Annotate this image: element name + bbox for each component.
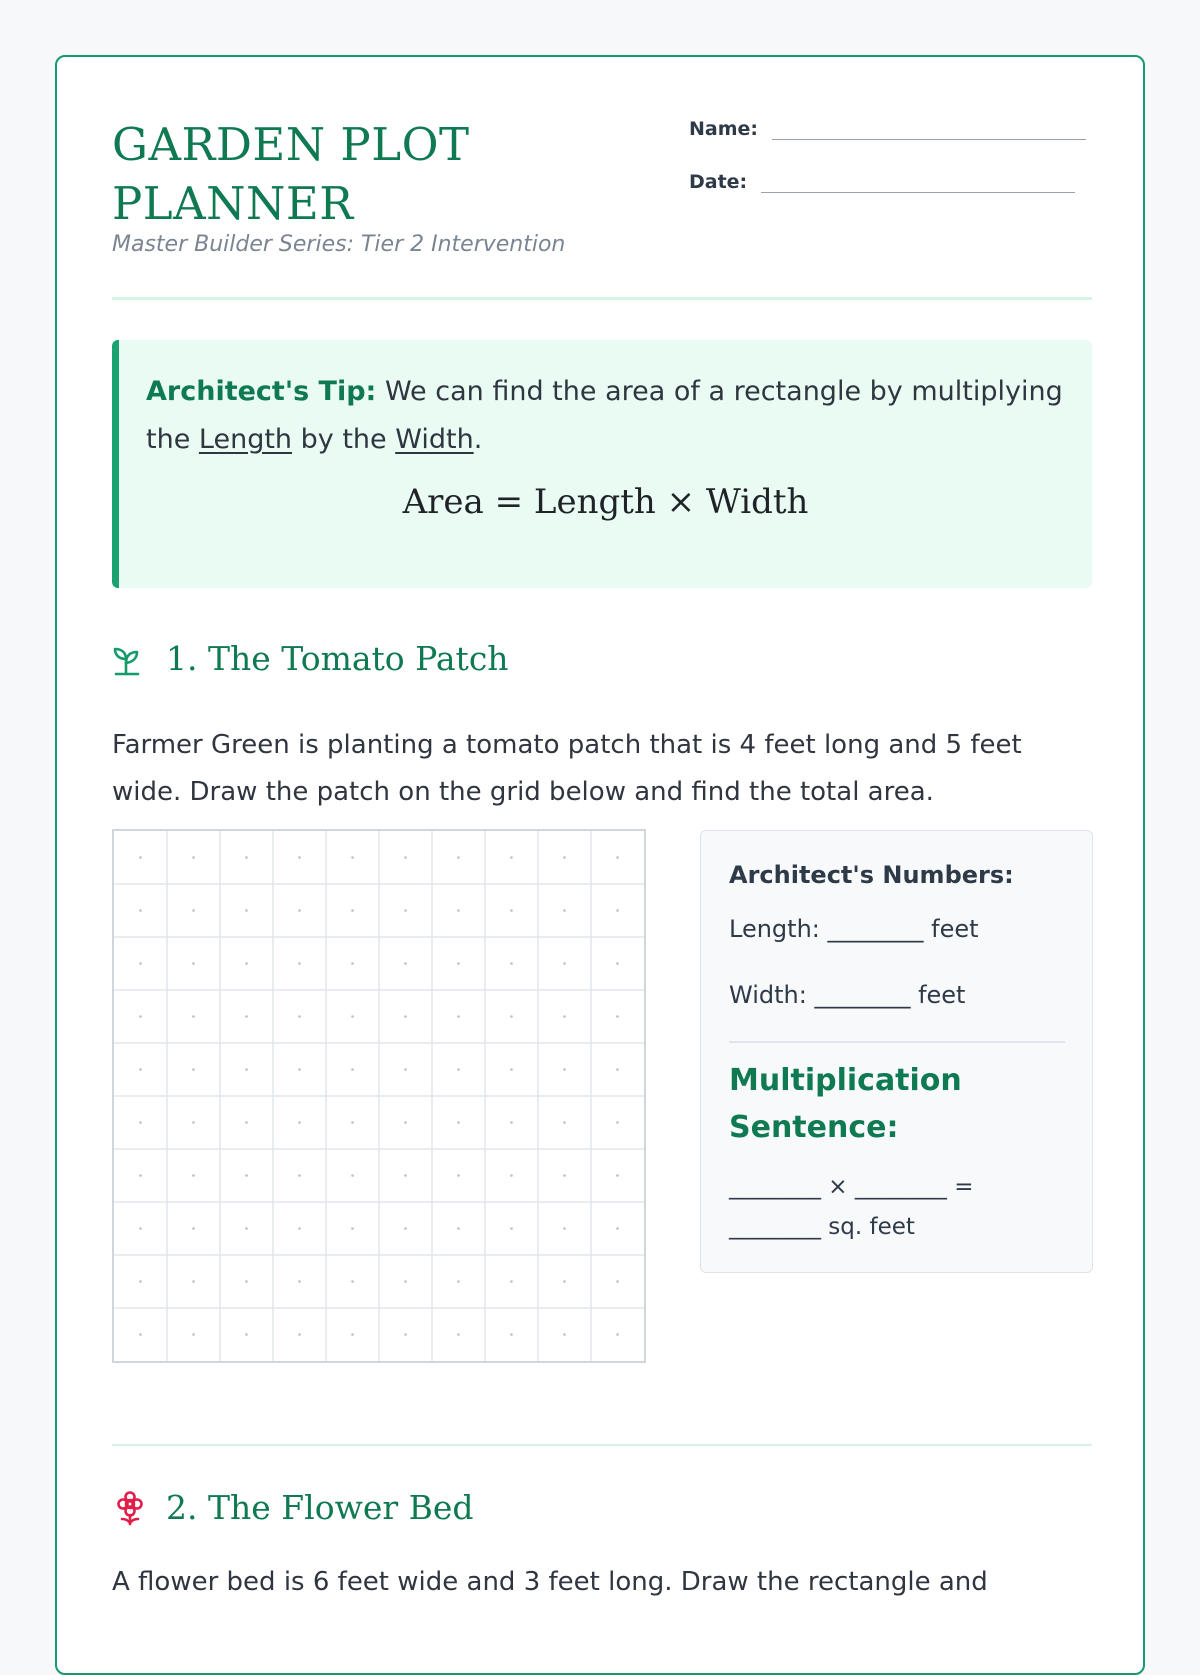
page-subtitle: Master Builder Series: Tier 2 Intervention: [112, 232, 566, 257]
section-1-heading: [112, 639, 509, 678]
grid-dot: [563, 1227, 566, 1230]
grid-dot: [510, 1068, 513, 1071]
grid-dot: [510, 1174, 513, 1177]
grid-dot: [245, 1333, 248, 1336]
grid-dot: [404, 1121, 407, 1124]
width-word: Width: [395, 424, 474, 455]
grid-dot: [404, 1227, 407, 1230]
grid-lines: [114, 831, 644, 1361]
grid-dot: [616, 962, 619, 965]
grid-dot: [616, 1333, 619, 1336]
grid-dot: [245, 1015, 248, 1018]
multiplication-heading: Multiplication Sentence:: [729, 1063, 962, 1145]
section-1-title: 1. The Tomato Patch: [166, 639, 509, 678]
section-2-heading: [112, 1488, 474, 1527]
grid-dot: [245, 909, 248, 912]
header-divider: [112, 297, 1092, 300]
grid-dot: [510, 856, 513, 859]
grid-dot: [457, 1227, 460, 1230]
grid-dot: [351, 962, 354, 965]
name-field[interactable]: [689, 117, 1086, 140]
grid-dot: [616, 1068, 619, 1071]
length-word: Length: [198, 424, 293, 455]
grid-dot: [616, 1174, 619, 1177]
grid-dot: [616, 856, 619, 859]
section-2-title: 2. The Flower Bed: [166, 1488, 474, 1527]
grid-dot: [192, 1068, 195, 1071]
grid-dot: [139, 1227, 142, 1230]
grid-dot: [351, 1280, 354, 1283]
grid-dot: [351, 1121, 354, 1124]
grid-dot: [563, 1121, 566, 1124]
grid-dot: [351, 1015, 354, 1018]
grid-dot: [192, 1333, 195, 1336]
tip-text: Architect's Tip: We can find the area of a rectangle by multiplying the Length by the Width.: [146, 376, 1063, 455]
tip-lead: Architect's Tip:: [146, 376, 377, 407]
grid-dot: [298, 856, 301, 859]
name-label: Name:: [689, 118, 759, 140]
grid-dot: [404, 962, 407, 965]
grid-dot: [510, 1227, 513, 1230]
worksheet: [55, 55, 1145, 1675]
grid-dot: [192, 1227, 195, 1230]
grid-dot: [457, 1121, 460, 1124]
grid-dot: [510, 962, 513, 965]
grid-dot: [245, 1121, 248, 1124]
grid-dot: [139, 1068, 142, 1071]
grid-dot: [351, 909, 354, 912]
grid-dot: [298, 1015, 301, 1018]
grid-dot: [457, 1015, 460, 1018]
grid-dot: [457, 1333, 460, 1336]
length-row[interactable]: Length: ________ feet: [729, 915, 979, 943]
grid-dot: [510, 909, 513, 912]
page-title: GARDEN PLOT PLANNER: [112, 118, 470, 230]
grid-dot: [192, 1280, 195, 1283]
grid-dot: [298, 909, 301, 912]
date-field[interactable]: [689, 170, 1075, 193]
grid-dot: [192, 1174, 195, 1177]
grid-dot: [298, 1174, 301, 1177]
grid-dot: [139, 1174, 142, 1177]
architect-numbers-box: [700, 830, 1093, 1273]
grid-dot: [404, 1068, 407, 1071]
date-label: Date:: [689, 171, 748, 193]
grid-dot: [298, 1068, 301, 1071]
section-divider: [112, 1444, 1092, 1446]
grid-dot: [616, 1015, 619, 1018]
grid-dot: [298, 1280, 301, 1283]
numbers-divider: [729, 1041, 1065, 1043]
architect-tip-box: [112, 340, 1092, 588]
section-2-instructions: A flower bed is 6 feet wide and 3 feet long. Draw the rectangle and: [112, 1567, 988, 1597]
width-row[interactable]: Width: ________ feet: [729, 981, 966, 1009]
grid-dot: [139, 1121, 142, 1124]
grid-dot: [351, 1174, 354, 1177]
numbers-heading: Architect's Numbers:: [729, 861, 1014, 889]
grid-dot: [139, 856, 142, 859]
area-formula: Area = Length × Width: [402, 482, 809, 522]
grid-dot: [404, 1174, 407, 1177]
grid-dot: [351, 1333, 354, 1336]
grid-dot: [245, 856, 248, 859]
seedling-icon: [112, 641, 148, 677]
grid-dot: [457, 1174, 460, 1177]
grid-dot: [192, 1121, 195, 1124]
grid-dot: [510, 1015, 513, 1018]
grid-dot: [616, 1280, 619, 1283]
date-line[interactable]: [761, 170, 1075, 193]
grid-dot: [563, 856, 566, 859]
grid-dot: [404, 1280, 407, 1283]
grid-dot: [139, 909, 142, 912]
grid-dot: [192, 856, 195, 859]
grid-dot: [404, 1015, 407, 1018]
grid-dot: [457, 962, 460, 965]
grid-dot: [139, 1280, 142, 1283]
grid-dot: [351, 1068, 354, 1071]
grid-dot: [616, 909, 619, 912]
multiplication-equation[interactable]: ________ × ________ = ________ sq. feet: [729, 1174, 974, 1240]
grid-dot: [404, 1333, 407, 1336]
grid-dot: [404, 856, 407, 859]
grid-dot: [457, 1068, 460, 1071]
grid-dot: [139, 1015, 142, 1018]
grid-dot: [563, 962, 566, 965]
grid-dot: [298, 1227, 301, 1230]
grid-dot: [457, 1280, 460, 1283]
grid-dot: [510, 1280, 513, 1283]
grid-dot: [298, 1121, 301, 1124]
grid-dot: [457, 856, 460, 859]
grid-dot: [404, 909, 407, 912]
grid-dot: [457, 909, 460, 912]
grid-dot: [563, 1068, 566, 1071]
grid-dot: [192, 909, 195, 912]
grid-dot: [245, 1174, 248, 1177]
grid-dot: [245, 962, 248, 965]
grid-dot: [245, 1068, 248, 1071]
grid-dot: [510, 1121, 513, 1124]
grid-dot: [563, 1333, 566, 1336]
grid-dot: [563, 1280, 566, 1283]
grid-dot: [616, 1227, 619, 1230]
grid-dot: [139, 962, 142, 965]
grid-dot: [351, 856, 354, 859]
grid-dot: [298, 962, 301, 965]
name-line[interactable]: [772, 117, 1086, 140]
grid-dot: [351, 1227, 354, 1230]
grid-dot: [245, 1227, 248, 1230]
section-1-instructions: Farmer Green is planting a tomato patch that is 4 feet long and 5 feet wide. Draw the patch on the grid below and find the total area.: [112, 730, 1022, 807]
grid-dot: [616, 1121, 619, 1124]
grid-dot: [245, 1280, 248, 1283]
grid-dot: [563, 909, 566, 912]
drawing-grid[interactable]: [112, 829, 646, 1363]
grid-dot: [192, 1015, 195, 1018]
grid-dot: [298, 1333, 301, 1336]
flower-icon: [112, 1490, 148, 1526]
grid-dot: [563, 1174, 566, 1177]
grid-dot: [563, 1015, 566, 1018]
grid-dot: [510, 1333, 513, 1336]
grid-dot: [192, 962, 195, 965]
grid-dot: [139, 1333, 142, 1336]
